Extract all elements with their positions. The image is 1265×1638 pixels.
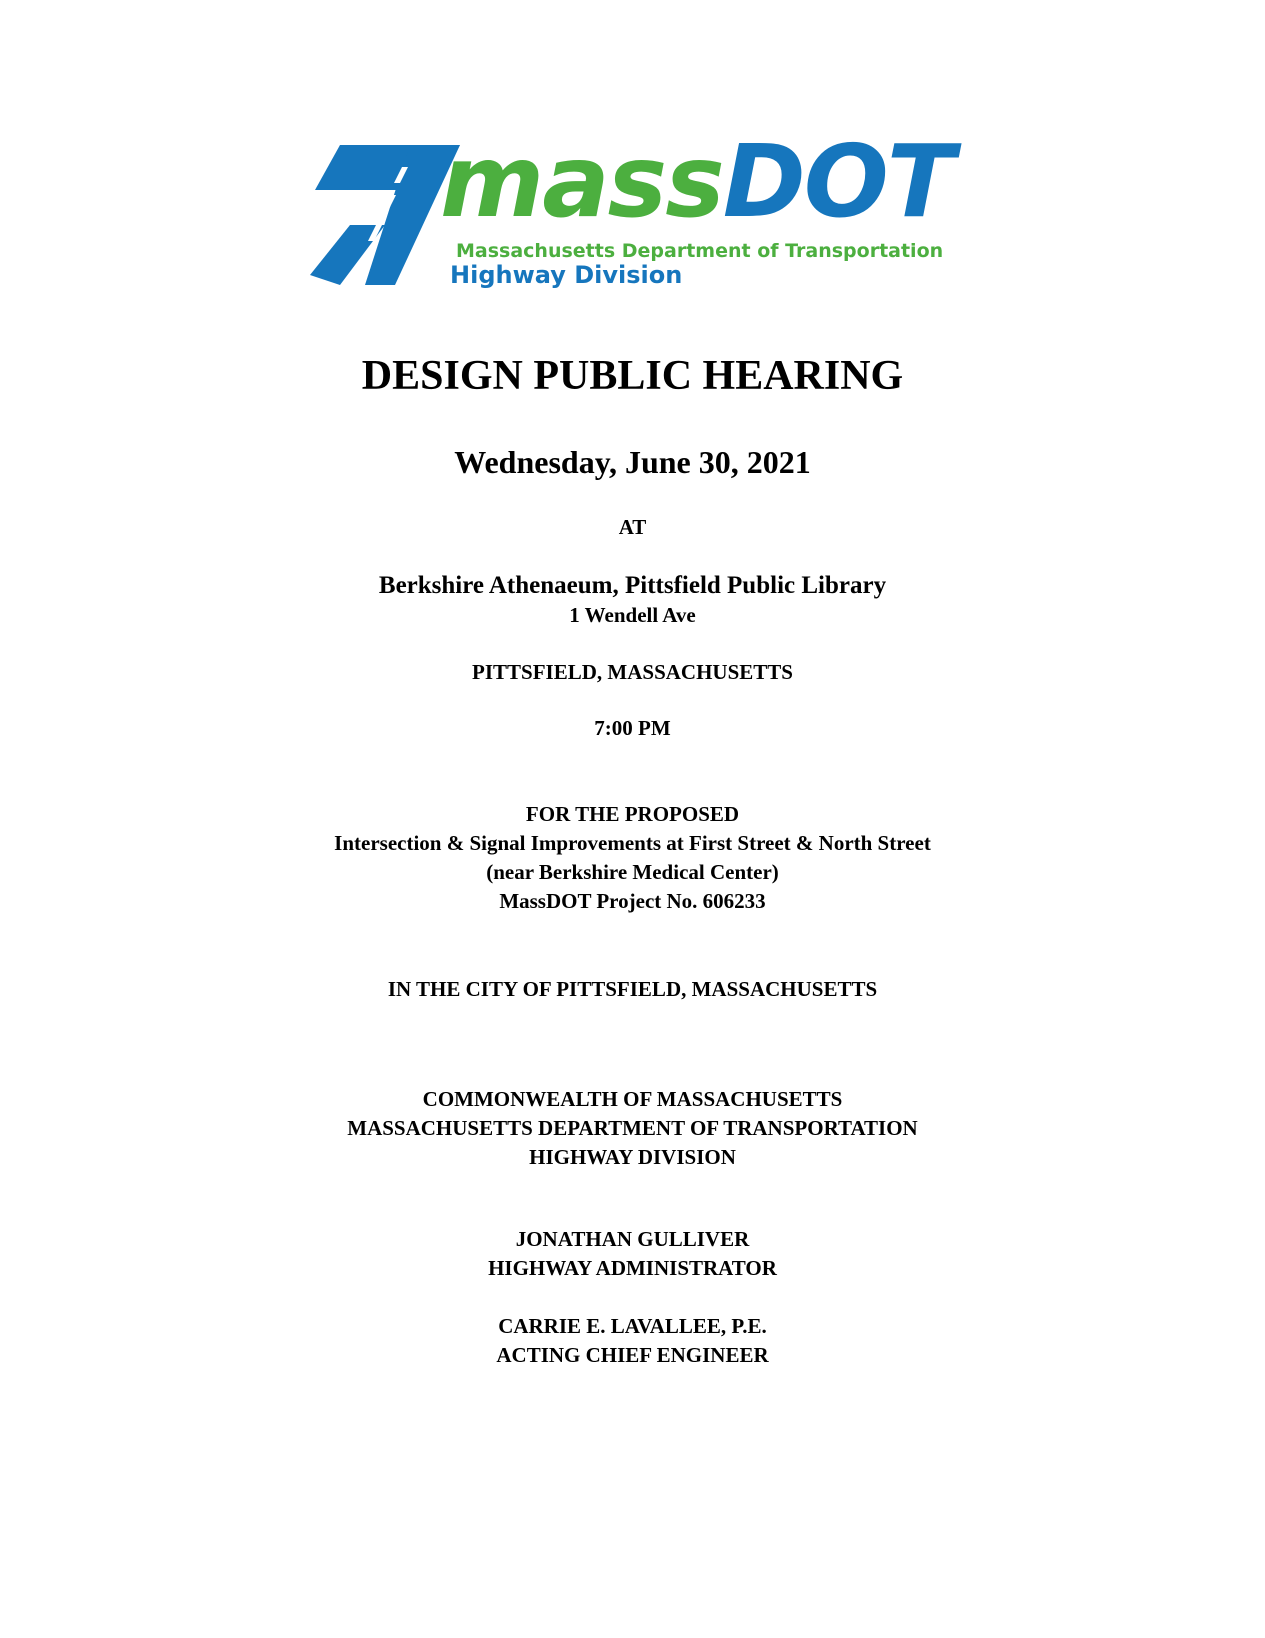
wordmark-dot: DOT (722, 123, 953, 240)
hearing-address: 1 Wendell Ave (569, 603, 696, 627)
massdot-wordmark (440, 123, 953, 240)
official-name: CARRIE E. LAVALLEE, P.E. (498, 1314, 767, 1338)
logo-subtitle: Massachusetts Department of Transportation (456, 240, 944, 262)
hearing-at: AT (618, 515, 647, 539)
hearing-venue: Berkshire Athenaeum, Pittsfield Public Library (378, 572, 887, 599)
municipality-line: IN THE CITY OF PITTSFIELD, MASSACHUSETTS (387, 977, 878, 1001)
hearing-title: DESIGN PUBLIC HEARING (361, 353, 904, 399)
project-location-note: (near Berkshire Medical Center) (486, 860, 779, 884)
agency-block (0, 1085, 1265, 1172)
hearing-city: PITTSFIELD, MASSACHUSETTS (472, 660, 793, 684)
agency-line-2: MASSACHUSETTS DEPARTMENT OF TRANSPORTATION (347, 1116, 918, 1140)
project-name: Intersection & Signal Improvements at First Street & North Street (334, 831, 931, 855)
logo-division: Highway Division (450, 261, 683, 289)
agency-line-3: HIGHWAY DIVISION (529, 1145, 736, 1169)
wordmark-mass: mass (440, 123, 723, 240)
official-title: ACTING CHIEF ENGINEER (496, 1343, 769, 1367)
official-block-administrator (0, 1225, 1265, 1283)
official-title: HIGHWAY ADMINISTRATOR (488, 1256, 777, 1280)
hearing-date: Wednesday, June 30, 2021 (454, 444, 811, 480)
massdot-logo (310, 123, 953, 305)
project-number: MassDOT Project No. 606233 (499, 889, 766, 913)
project-block (0, 800, 1265, 916)
hearing-time: 7:00 PM (594, 716, 671, 740)
project-heading: FOR THE PROPOSED (525, 802, 740, 826)
agency-line-1: COMMONWEALTH OF MASSACHUSETTS (422, 1087, 843, 1111)
official-name: JONATHAN GULLIVER (515, 1227, 750, 1251)
official-block-engineer (0, 1312, 1265, 1370)
